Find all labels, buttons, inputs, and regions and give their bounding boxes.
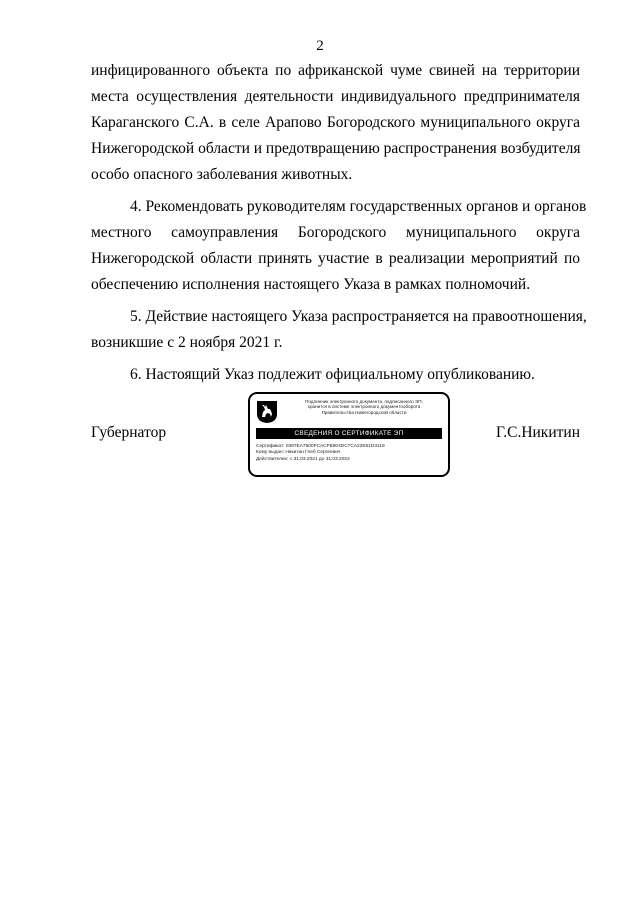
stamp-title: СВЕДЕНИЯ О СЕРТИФИКАТЕ ЭП bbox=[256, 428, 442, 439]
text-line: местного самоуправления Богородского муниципального округа bbox=[91, 224, 580, 241]
document-body bbox=[91, 58, 587, 388]
signature-block bbox=[91, 392, 580, 482]
text-line: инфицированного объекта по африканской чуме свиней на территории bbox=[91, 62, 580, 79]
certificate-owner: Кому выдан: Никитин Глеб Сергеевич bbox=[256, 450, 341, 456]
text-line: Нижегородской области принять участие в реализации мероприятий по bbox=[91, 250, 580, 267]
text-line: 5. Действие настоящего Указа распространяется на правоотношения, bbox=[130, 308, 587, 325]
paragraph-item-5 bbox=[91, 304, 587, 356]
nizhny-novgorod-deer-emblem-icon bbox=[256, 400, 278, 424]
text-line: 4. Рекомендовать руководителям государственных органов и органов bbox=[130, 198, 587, 215]
page-number: 2 bbox=[316, 38, 324, 54]
stamp-header-line: хранится в системе электронного документооборота bbox=[307, 404, 421, 410]
text-line: 6. Настоящий Указ подлежит официальному опубликованию. bbox=[130, 366, 535, 383]
text-line: особо опасного заболевания животных. bbox=[91, 166, 353, 183]
text-line: Караганского С.А. в селе Арапово Богородского муниципального округа bbox=[91, 114, 580, 131]
paragraph-item-4 bbox=[91, 194, 587, 298]
text-line: возникшие с 2 ноября 2021 г. bbox=[91, 334, 283, 351]
text-line: Нижегородской области и предотвращению распространения возбудителя bbox=[91, 140, 581, 157]
certificate-validity: Действителен: с 31.03.2021 до 31.03.2022 bbox=[256, 456, 350, 462]
stamp-certificate-info bbox=[256, 444, 446, 463]
stamp-header bbox=[282, 399, 446, 415]
electronic-signature-stamp bbox=[248, 392, 450, 477]
stamp-header-line: Правительства Нижегородской области bbox=[321, 409, 407, 415]
stamp-header-line: Подлинник электронного документа, подписанного ЭП, bbox=[305, 399, 423, 404]
signatory-position: Губернатор bbox=[91, 424, 167, 441]
text-line: обеспечению исполнения настоящего Указа в рамках полномочий. bbox=[91, 276, 531, 293]
certificate-number: Сертификат: 0397EA7500FCACFB904DC7CA22E61D3119 bbox=[256, 444, 385, 449]
paragraph-continuation bbox=[91, 58, 580, 188]
paragraph-item-6 bbox=[91, 362, 580, 388]
signatory-name: Г.С.Никитин bbox=[496, 424, 580, 441]
text-line: места осуществления деятельности индивидуального предпринимателя bbox=[91, 88, 580, 105]
